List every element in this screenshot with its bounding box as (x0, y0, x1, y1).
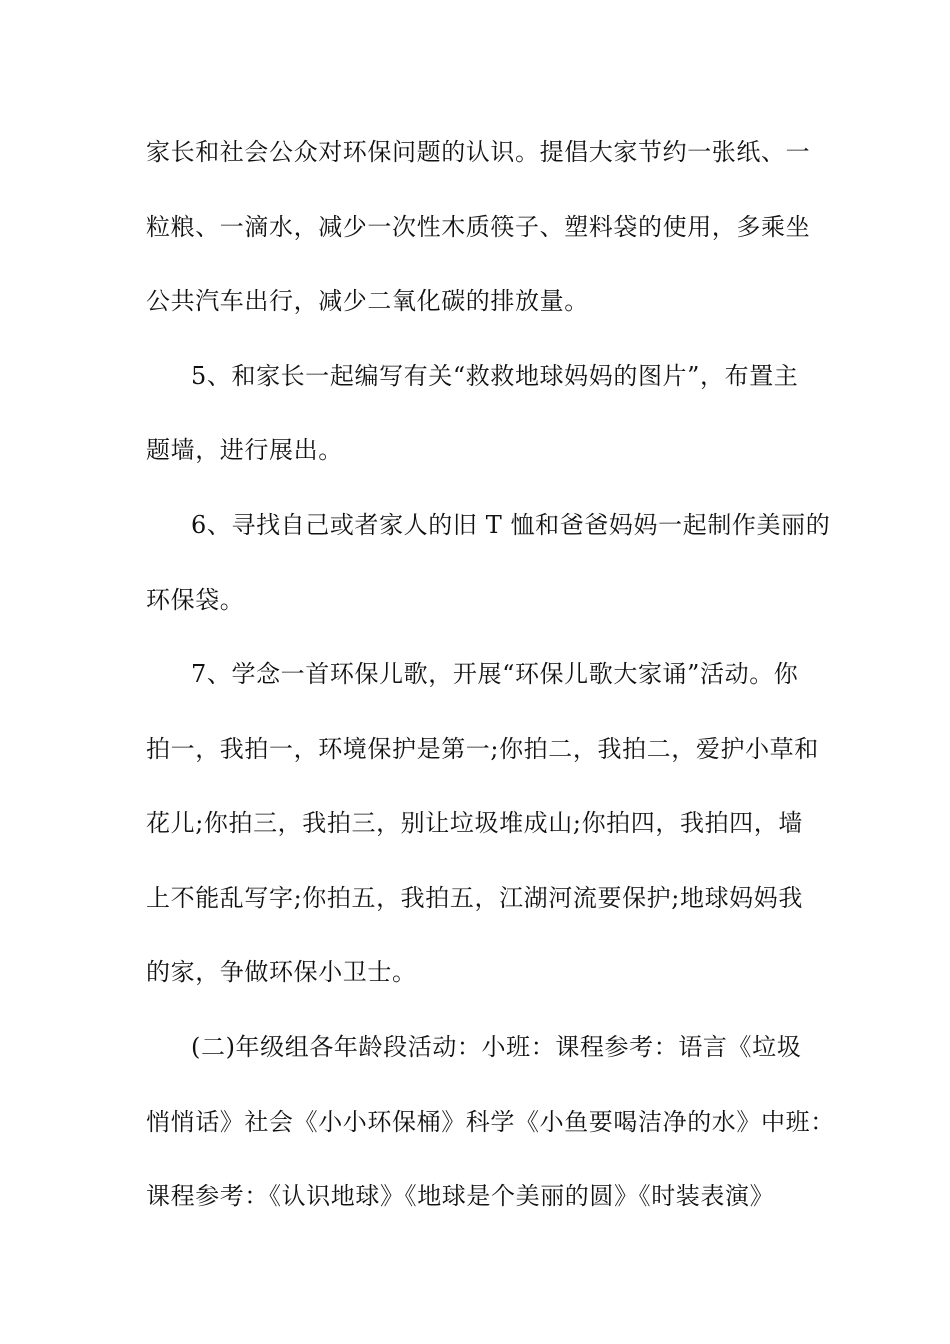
text-line: 环保袋。 (146, 586, 245, 614)
text-line: (二)年级组各年龄段活动：小班：课程参考：语言《垃圾 (191, 1033, 802, 1061)
text-line: 的家，争做环保小卫士。 (146, 958, 417, 986)
text-line: 公共汽车出行，减少二氧化碳的排放量。 (146, 287, 589, 315)
text-line: 题墙，进行展出。 (146, 436, 343, 464)
text-line: 7、学念一首环保儿歌，开展“环保儿歌大家诵”活动。你 (191, 660, 799, 688)
text-line: 拍一，我拍一，环境保护是第一;你拍二，我拍二，爱护小草和 (146, 735, 819, 763)
text-line: 悄悄话》社会《小小环保桶》科学《小鱼要喝洁净的水》中班： (146, 1108, 835, 1136)
text-line: 课程参考：《认识地球》《地球是个美丽的圆》《时装表演》 (146, 1182, 775, 1210)
text-line: 粒粮、一滴水，减少一次性木质筷子、塑料袋的使用，多乘坐 (146, 213, 811, 241)
text-line: 家长和社会公众对环保问题的认识。提倡大家节约一张纸、一 (146, 138, 811, 166)
text-line: 5、和家长一起编写有关“救救地球妈妈的图片”，布置主 (191, 362, 799, 390)
text-line: 上不能乱写字;你拍五，我拍五，江湖河流要保护;地球妈妈我 (146, 884, 803, 912)
text-line: 花儿;你拍三，我拍三，别让垃圾堆成山;你拍四，我拍四，墙 (146, 809, 803, 837)
text-line: 6、寻找自己或者家人的旧 T 恤和爸爸妈妈一起制作美丽的 (191, 511, 831, 539)
